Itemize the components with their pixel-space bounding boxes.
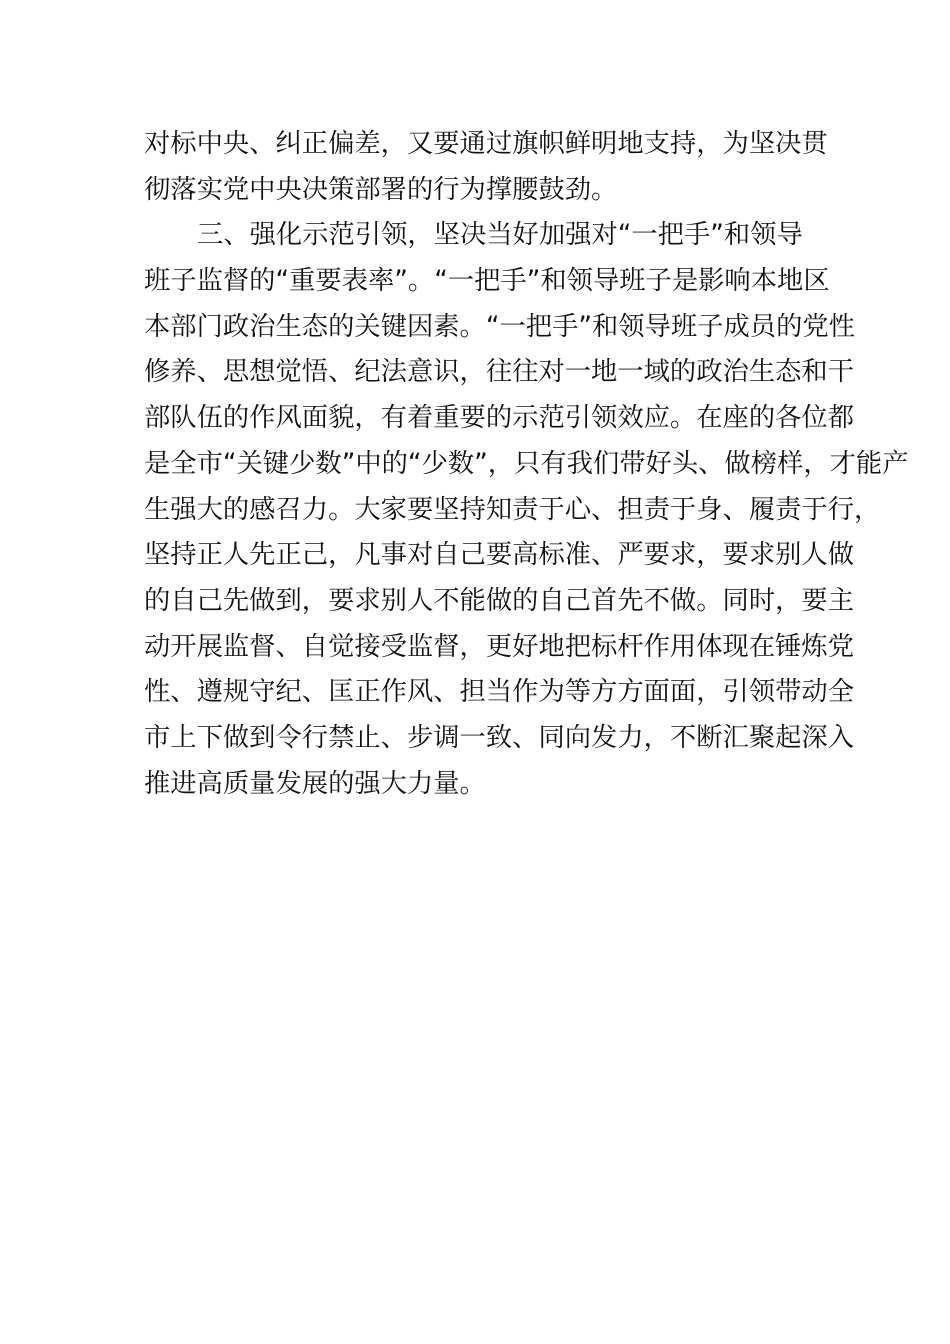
paragraph-continuation (144, 122, 844, 213)
text-line: 本部门政治生态的关键因素。“一把手”和领导班子成员的党性 (144, 311, 855, 342)
text-line: 班子监督的“重要表率”。“一把手”和领导班子是影响本地区 (144, 266, 830, 297)
document-body (144, 122, 909, 807)
text-line: 性、遵规守纪、匡正作风、担当作为等方方面面，引领带动全 (144, 677, 855, 708)
text-line: 是全市“关键少数”中的“少数”，只有我们带好头、做榜样，才能产 (144, 448, 909, 479)
text-line: 生强大的感召力。大家要坚持知责于心、担责于身、履责于行， (144, 494, 881, 525)
text-line: 推进高质量发展的强大力量。 (144, 768, 486, 799)
text-line: 动开展监督、自觉接受监督，更好地把标杆作用体现在锤炼党 (144, 631, 855, 662)
text-line: 坚持正人先正己，凡事对自己要高标准、严要求，要求别人做 (144, 540, 855, 571)
text-line: 市上下做到令行禁止、步调一致、同向发力，不断汇聚起深入 (144, 722, 855, 753)
paragraph-section-three (144, 213, 909, 807)
text-line: 彻落实党中央决策部署的行为撑腰鼓劲。 (144, 174, 618, 205)
text-line: 修养、思想觉悟、纪法意识，往往对一地一域的政治生态和干 (144, 357, 855, 388)
text-line: 对标中央、纠正偏差，又要通过旗帜鲜明地支持，为坚决贯 (144, 129, 828, 159)
text-line: 的自己先做到，要求别人不能做的自己首先不做。同时，要主 (144, 585, 855, 616)
text-line: 部队伍的作风面貌，有着重要的示范引领效应。在座的各位都 (144, 403, 855, 434)
section-heading-line: 三、强化示范引领，坚决当好加强对“一把手”和领导 (197, 220, 803, 251)
